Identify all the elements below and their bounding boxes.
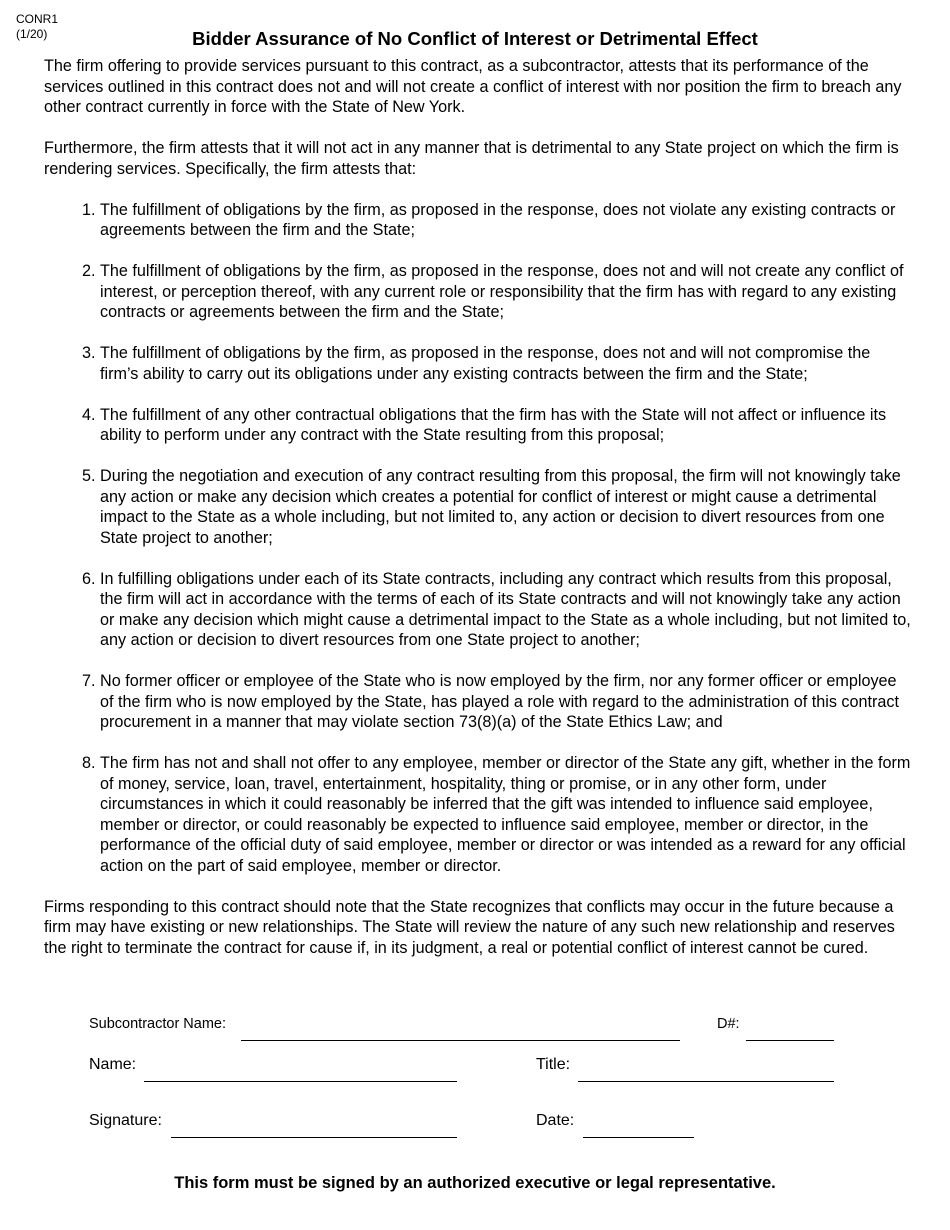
attestation-item-8: 8. The firm has not and shall not offer to any employee, member or director of the State any gift, whether in the form of money, service, loan, travel, entertainment, hospitality, thing or promise, or in any other form, under circumstances in which it could reasonably be inferred that the gift was intended to influence said employee, member or director, or could reasonably be expected to influence said employee, member or director, in the performance of the official duty of said employee, member or director or was intended as a reward for any official action on the part of said employee, member or director. [100, 753, 912, 876]
attestation-item-3: 3. The fulfillment of obligations by the firm, as proposed in the response, does not and will not compromise the firm’s ability to carry out its obligations under any existing contracts between the firm and the State; [100, 343, 912, 384]
attestation-item-7: 7. No former officer or employee of the State who is now employed by the firm, nor any former officer or employee of the firm who is now employed by the State, has played a role with regard to the administration of this contract procurement in a manner that may violate section 73(8)(a) of the State Ethics Law; and [100, 671, 912, 733]
lead-paragraph: Furthermore, the firm attests that it will not act in any manner that is detrimental to any State project on which the firm is rendering services. Specifically, the firm attests that: [44, 139, 899, 178]
signature-requirement-notice: This form must be signed by an authorized executive or legal representative. [174, 1174, 776, 1192]
signature-field[interactable] [171, 1137, 457, 1138]
attestation-item-4: 4. The fulfillment of any other contractual obligations that the firm has with the State will not affect or influence its ability to perform under any contract with the State resulting from this proposal; [100, 405, 912, 446]
attestation-list [44, 200, 912, 877]
title-field[interactable] [578, 1081, 834, 1082]
closing-paragraph: Firms responding to this contract should note that the State recognizes that conflicts may occur in the future because a firm may have existing or new relationships. The State will review the nature of any such new relationship and reserves the right to terminate the contract for cause if, in its judgment, a real or potential conflict of interest cannot be cured. [44, 897, 895, 957]
attestation-item-1: 1. The fulfillment of obligations by the firm, as proposed in the response, does not violate any existing contracts or agreements between the firm and the State; [100, 200, 912, 241]
form-version: (1/20) [16, 27, 48, 41]
date-label: Date: [536, 1112, 575, 1129]
intro-paragraph: The firm offering to provide services pursuant to this contract, as a subcontractor, attests that its performance of the services outlined in this contract does not and will not create a conflict of interest with nor position the firm to breach any other contract currently in force with the State of New York. [44, 57, 902, 116]
form-code: CONR1 [16, 12, 59, 26]
date-field[interactable] [583, 1137, 694, 1138]
name-field[interactable] [144, 1081, 457, 1082]
d-number-label: D#: [717, 1016, 740, 1032]
attestation-item-6: 6. In fulfilling obligations under each of its State contracts, including any contract which results from this proposal, the firm will act in accordance with the terms of each of its State contracts and will not knowingly take any action or make any decision which might cause a detrimental impact to the State as a whole including, but not limited to, any action or decision to divert resources from one State project to another; [100, 569, 912, 651]
page-title: Bidder Assurance of No Conflict of Interest or Detrimental Effect [192, 28, 758, 49]
signature-label: Signature: [89, 1112, 162, 1129]
document-body [44, 56, 912, 979]
title-label: Title: [536, 1056, 571, 1073]
subcontractor-name-label: Subcontractor Name: [89, 1016, 227, 1032]
subcontractor-name-field[interactable] [241, 1040, 680, 1041]
name-label: Name: [89, 1056, 137, 1073]
d-number-field[interactable] [746, 1040, 834, 1041]
attestation-item-5: 5. During the negotiation and execution of any contract resulting from this proposal, the firm will not knowingly take any action or make any decision which creates a potential for conflict of interest or might cause a detrimental impact to the State as a whole including, but not limited to, any action or decision to divert resources from one State project to another; [100, 466, 912, 548]
attestation-item-2: 2. The fulfillment of obligations by the firm, as proposed in the response, does not and will not create any conflict of interest, or perception thereof, with any current role or responsibility that the firm has with regard to any existing contracts or agreements between the firm and the State; [100, 261, 912, 323]
